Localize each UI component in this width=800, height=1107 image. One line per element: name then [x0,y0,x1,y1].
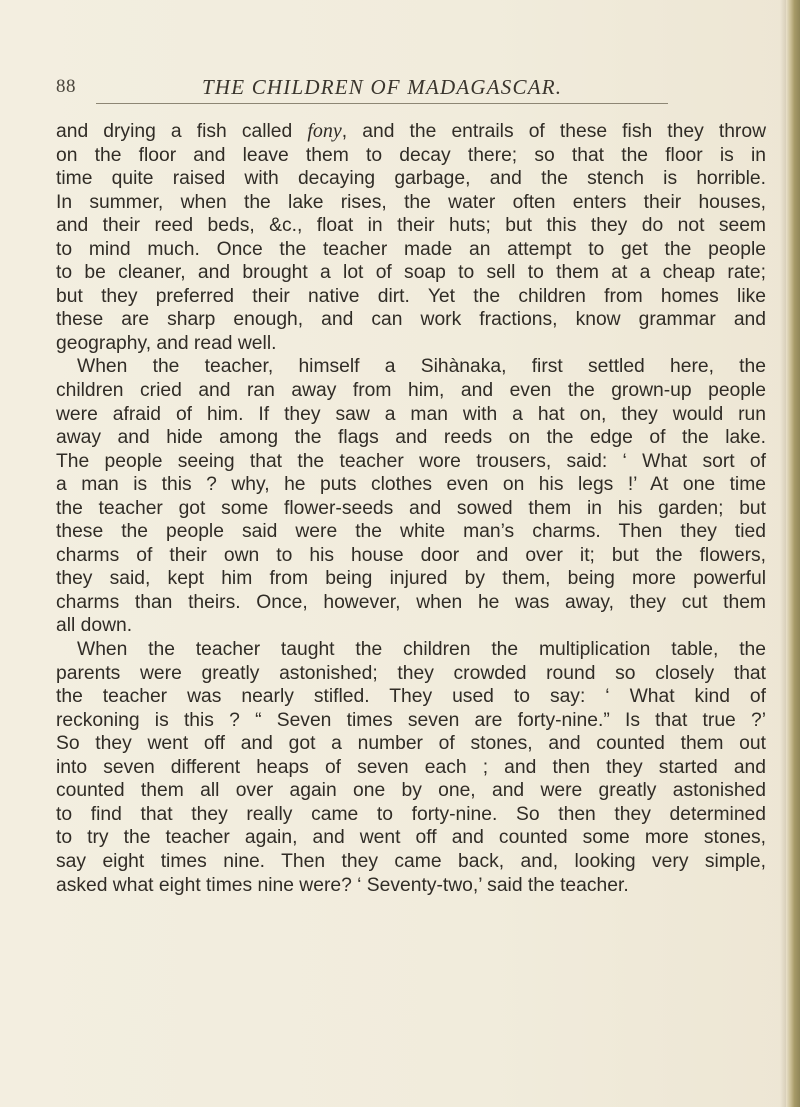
text-line: children cried and ran away from him, and even the grown-up people [56,380,766,402]
text-line-segment: , and the entrails of these fish they throw [341,121,766,142]
text-line: In summer, when the lake rises, the water often enters their houses, [56,191,766,213]
text-line: to mind much. Once the teacher made an attempt to get the people [56,238,766,260]
page-number: 88 [56,76,76,97]
text-line: into seven different heaps of seven each ; and then they started and [56,756,766,778]
text-line: they said, kept him from being injured by them, being more powerful [56,568,766,590]
text-line: When the teacher taught the children the multiplication table, the [77,639,766,661]
text-line: say eight times nine. Then they came back, and, looking very simple, [56,850,766,872]
text-line: these are sharp enough, and can work fractions, know grammar and [56,309,766,331]
text-line: were afraid of him. If they saw a man with a hat on, they would run [56,403,766,425]
header-rule [96,103,668,104]
text-line: on the floor and leave them to decay there; so that the floor is in [56,144,766,166]
text-line: asked what eight times nine were? ‘ Seventy-two,’ said the teacher. [56,874,629,896]
page-header [56,76,766,106]
text-line: the teacher was nearly stifled. They used to say: ‘ What kind of [56,686,766,708]
text-line: and their reed beds, &c., float in their huts; but this they do not seem [56,215,766,237]
italic-term: fony [307,120,342,142]
text-line: away and hide among the flags and reeds on the edge of the lake. [56,427,766,449]
body-text [56,120,766,897]
text-line: these the people said were the white man’s charms. Then they tied [56,521,766,543]
text-line [56,120,766,144]
text-line: the teacher got some flower-seeds and sowed them in his garden; but [56,497,766,519]
text-line: geography, and read well. [56,332,277,354]
text-line: The people seeing that the teacher wore trousers, said: ‘ What sort of [56,450,766,472]
text-line: charms of their own to his house door and over it; but the flowers, [56,544,766,566]
text-line: a man is this ? why, he puts clothes even on his legs !’ At one time [56,474,766,496]
text-line: charms than theirs. Once, however, when he was away, they cut them [56,591,766,613]
text-line: time quite raised with decaying garbage, and the stench is horrible. [56,168,766,190]
text-line: to try the teacher again, and went off and counted some more stones, [56,827,766,849]
text-line: to find that they really came to forty-nine. So then they determined [56,803,766,825]
text-line: all down. [56,615,133,637]
text-line: reckoning is this ? “ Seven times seven are forty-nine.” Is that true ?’ [56,709,766,731]
text-line: but they preferred their native dirt. Yet the children from homes like [56,285,766,307]
text-line: counted them all over again one by one, and were greatly astonished [56,780,766,802]
running-head: THE CHILDREN OF MADAGASCAR. [202,75,563,99]
text-line: When the teacher, himself a Sihànaka, first settled here, the [77,356,766,378]
text-line: parents were greatly astonished; they crowded round so closely that [56,662,766,684]
page-edge [786,0,800,1107]
text-line: to be cleaner, and brought a lot of soap to sell to them at a cheap rate; [56,262,766,284]
text-line-segment: and drying a fish called [56,121,308,142]
text-line: So they went off and got a number of stones, and counted them out [56,733,766,755]
